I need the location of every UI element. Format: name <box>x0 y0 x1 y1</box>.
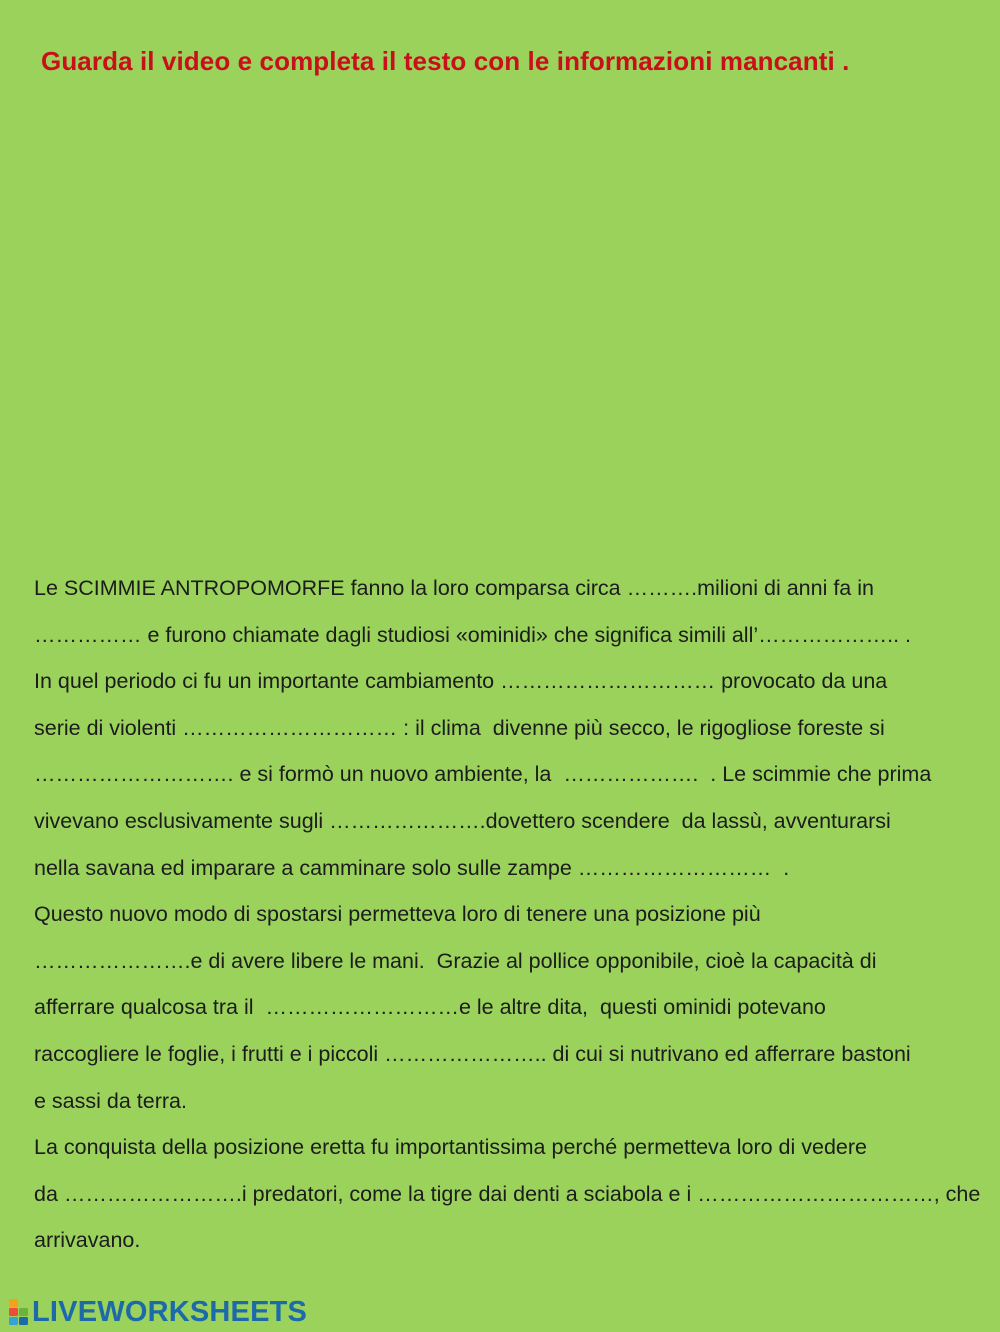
liveworksheets-logo-icon <box>8 1297 30 1327</box>
text-line: da …………………….i predatori, come la tigre dai denti a sciabola e i ……………………………, che <box>34 1181 981 1206</box>
liveworksheets-footer <box>8 1294 307 1330</box>
text-line: Questo nuovo modo di spostarsi permetteva loro di tenere una posizione più <box>34 902 761 927</box>
text-line: La conquista della posizione eretta fu importantissima perché permetteva loro di vedere <box>34 1135 867 1160</box>
text-line: arrivavano. <box>34 1228 141 1253</box>
liveworksheets-logo-text: LIVEWORKSHEETS <box>32 1295 308 1328</box>
text-line: e sassi da terra. <box>34 1088 187 1113</box>
text-line: ………………………. e si formò un nuovo ambiente, la ………………. . Le scimmie che prima <box>34 762 932 787</box>
text-line: vivevano esclusivamente sugli ………………….dovettero scendere da lassù, avventurarsi <box>34 808 891 833</box>
worksheet-title: Guarda il video e completa il testo con le informazioni mancanti . <box>41 46 850 76</box>
text-line: nella savana ed imparare a camminare solo sulle zampe ……………………… . <box>34 855 790 880</box>
text-line: …………… e furono chiamate dagli studiosi «ominidi» che significa simili all’……………….. . <box>34 622 912 647</box>
worksheet-text <box>34 570 984 1269</box>
text-line: serie di violenti ………………………… : il clima divenne più secco, le rigogliose foreste si <box>34 715 885 740</box>
text-line: Le SCIMMIE ANTROPOMORFE fanno la loro comparsa circa ……….milioni di anni fa in <box>34 576 874 600</box>
text-line: In quel periodo ci fu un importante cambiamento ………………………… provocato da una <box>34 669 888 694</box>
text-line: raccogliere le foglie, i frutti e i piccoli ………………….. di cui si nutrivano ed afferrare bastoni <box>34 1041 911 1066</box>
text-line: afferrare qualcosa tra il ………………………e le altre dita, questi ominidi potevano <box>34 995 826 1020</box>
text-line: ………………….e di avere libere le mani. Grazie al pollice opponibile, cioè la capacità di <box>34 948 877 973</box>
